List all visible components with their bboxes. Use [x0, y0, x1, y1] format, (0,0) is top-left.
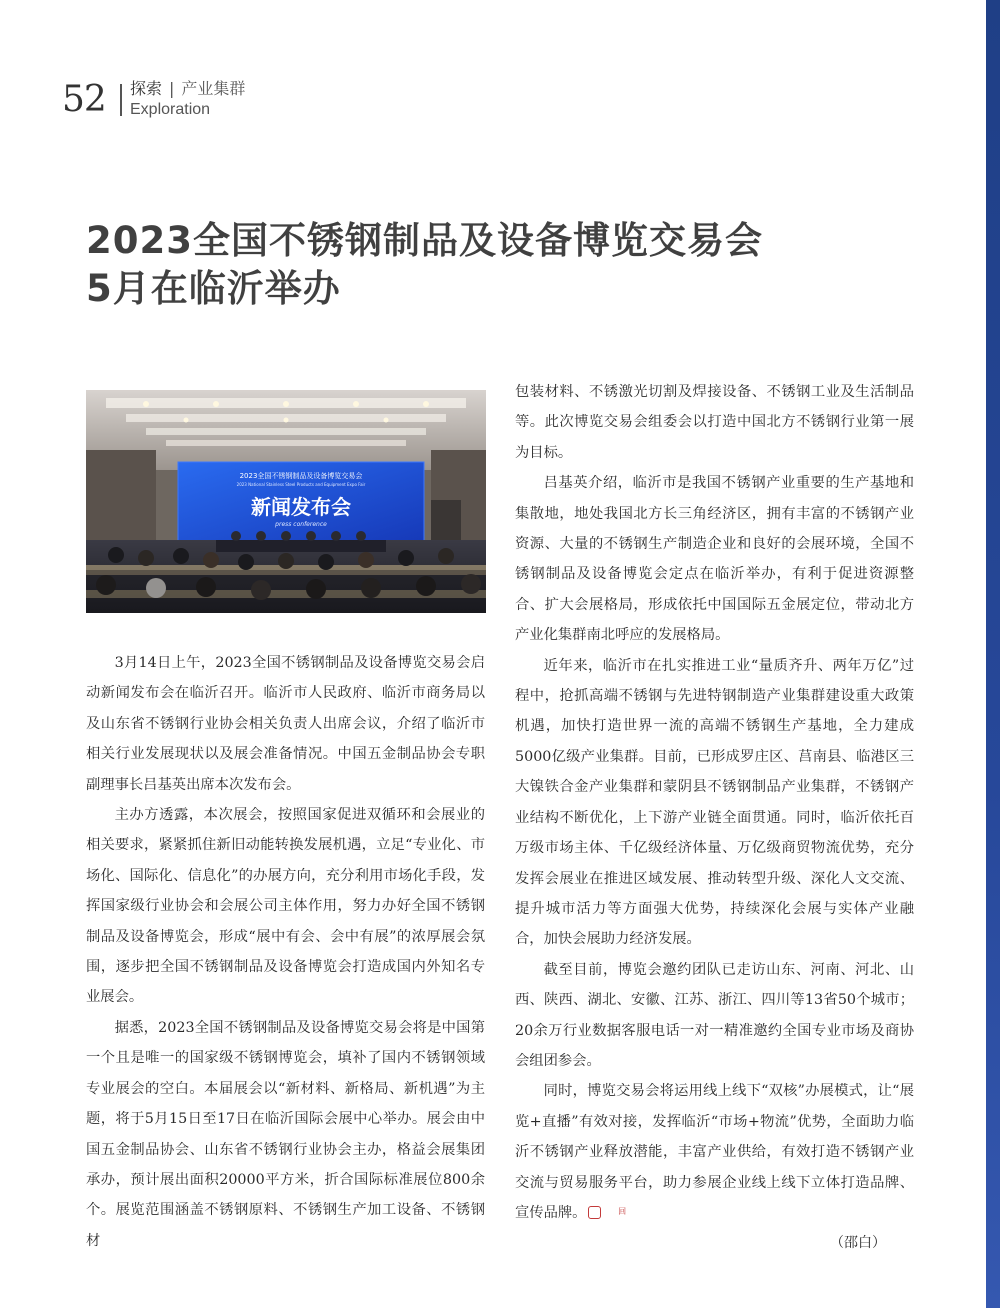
paragraph-3: 据悉，2023全国不锈钢制品及设备博览交易会将是中国第一个且是唯一的国家级不锈钢博览会，填补了国内不锈钢领域专业展会的空白。本届展会以“新材料、新格局、新机遇”为主题，将于5月15日至17日在临沂国际会展中心举办。展会由中国五金制品协会、山东省不锈钢行业协会主办，格益会展集团承办，预计展出面积20000平方米，折合国际标准展位800余个。展览范围涵盖不锈钢原料、不锈钢生产加工设备、不锈钢材 — [86, 1019, 485, 1249]
final-paragraph-text: 同时，博览交易会将运用线上线下“双核”办展模式，让“展览+直播”有效对接，发挥临沂“市场+物流”优势，全面助力临沂不锈钢产业释放潜能，丰富产业供给，有效打造不锈钢产业交流与贸易服务平台，助力参展企业线上线下立体打造品牌、宣传品牌。 — [515, 1083, 914, 1221]
section-label-zh — [130, 78, 245, 100]
paragraph-2: 主办方透露，本次展会，按照国家促进双循环和会展业的相关要求，紧紧抓住新旧动能转换发展机遇，立足“专业化、市场化、国际化、信息化”的办展方向，充分利用市场化手段，发挥国家级行业协会和会展公司主体作用，努力办好全国不锈钢制品及设备博览会，形成“展中有会、会中有展”的浓厚展会氛围，逐步把全国不锈钢制品及设备博览会打造成国内外知名专业展会。 — [86, 807, 485, 1006]
article-column-left — [86, 648, 485, 1256]
title-line-2: 5月在临沂举办 — [86, 267, 341, 310]
author-signature-row — [515, 1228, 914, 1258]
end-mark-icon: 回 — [588, 1206, 601, 1219]
banner-line-2: 2023 National Stainless Steel Products and Equipment Expo Fair — [236, 482, 366, 487]
subsection-name: 产业集群 — [181, 79, 246, 98]
section-name: 探索 — [130, 79, 163, 98]
section-label-en: Exploration — [130, 101, 211, 118]
page-number: 52 — [62, 79, 106, 120]
banner-line-1: 2023全国不锈钢制品及设备博览交易会 — [239, 472, 363, 480]
page-edge-bar — [986, 0, 1000, 1308]
paragraph-6: 截至目前，博览会邀约团队已走访山东、河南、河北、山西、陕西、湖北、安徽、江苏、浙江、四川等13省50个城市；20余万行业数据客服电话一对一精准邀约全国专业市场及商协会组团参会。 — [515, 961, 914, 1069]
banner-sub-text: press conference — [275, 521, 327, 528]
article-column-right — [515, 377, 914, 1259]
article-title — [86, 217, 886, 313]
paragraph-5: 近年来，临沂市在扎实推进工业“量质齐升、两年万亿”过程中，抢抓高端不锈钢与先进特钢制造产业集群建设重大政策机遇，加快打造世界一流的高端不锈钢生产基地，全力建成5000亿级产业集群。目前，已形成罗庄区、莒南县、临港区三大镍铁合金产业集群和蒙阴县不锈钢制品产业集群，不锈钢产业结构不断优化，上下游产业链全面贯通。同时，临沂依托百万级市场主体、千亿级经济体量、万亿级商贸物流优势，充分发挥会展业在推进区域发展、推动转型升级、深化人文交流、提升城市活力等方面强大优势，持续深化会展与实体产业融合，加快会展助力经济发展。 — [515, 657, 914, 948]
author-signature: （邵白） — [830, 1235, 886, 1252]
paragraph-7 — [515, 1076, 914, 1228]
paragraph-3-continued: 包装材料、不锈激光切割及焊接设备、不锈钢工业及生活制品等。此次博览交易会组委会以打造中国北方不锈钢行业第一展为目标。 — [515, 384, 914, 461]
paragraph-1: 3月14日上午，2023全国不锈钢制品及设备博览交易会启动新闻发布会在临沂召开。临沂市人民政府、临沂市商务局以及山东省不锈钢行业协会相关负责人出席会议，介绍了临沂市相关行业发展现状以及展会准备情况。中国五金制品协会专职副理事长吕基英出席本次发布会。 — [86, 655, 485, 793]
title-line-1: 2023全国不锈钢制品及设备博览交易会 — [86, 219, 763, 262]
header-divider — [120, 84, 122, 116]
paragraph-4: 吕基英介绍，临沂市是我国不锈钢产业重要的生产基地和集散地，地处我国北方长三角经济区，拥有丰富的不锈钢产业资源、大量的不锈钢生产制造企业和良好的会展环境，全国不锈钢制品及设备博览会定点在临沂举办，有利于促进资源整合、扩大会展格局，形成依托中国国际五金展定位，带动北方产业化集群南北呼应的发展格局。 — [515, 475, 914, 644]
section-separator: | — [169, 79, 175, 98]
banner-main-text: 新闻发布会 — [251, 495, 351, 519]
press-conference-photo — [86, 390, 486, 613]
